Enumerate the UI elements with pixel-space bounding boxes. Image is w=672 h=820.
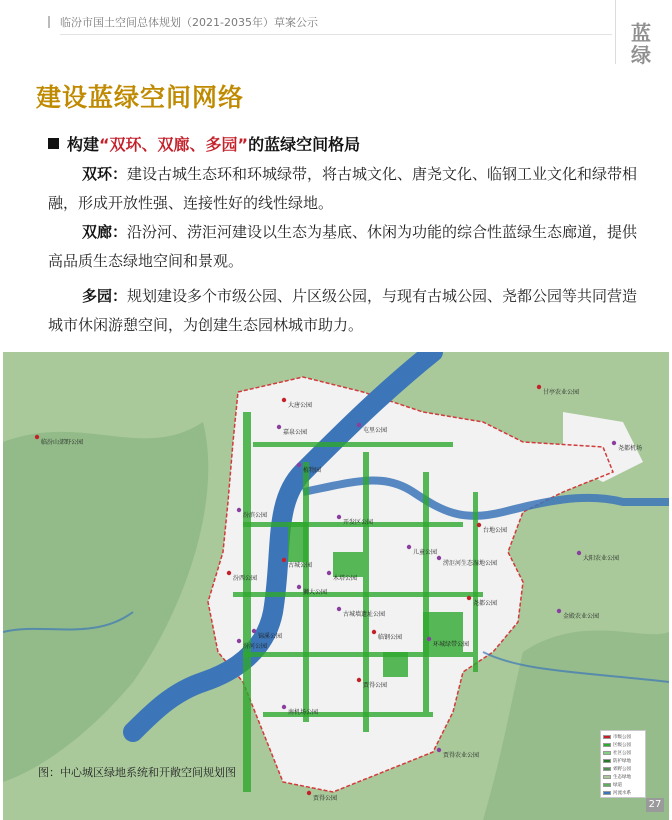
park-label: 涝洰河生态湿地公园 [443, 560, 498, 567]
legend-swatch [603, 791, 611, 795]
green-corridor [253, 442, 453, 447]
paragraph-double-corridor [48, 218, 638, 276]
park-marker-icon [35, 435, 39, 439]
green-corridor [288, 522, 308, 562]
bullet-square-icon [48, 138, 59, 149]
section-highlight: “双环、双廊、多园” [99, 135, 249, 154]
park-label: 环城绿带公园 [433, 641, 470, 648]
park-marker-icon [357, 423, 361, 427]
legend-item [603, 741, 643, 749]
green-space-plan-map [3, 352, 669, 820]
legend-item [603, 749, 643, 757]
park-marker-icon [407, 545, 411, 549]
legend-item [603, 773, 643, 781]
park-marker-icon [467, 596, 471, 600]
paragraph-double-ring [48, 160, 638, 218]
legend-item [603, 765, 643, 773]
map-canvas [3, 352, 669, 820]
park-marker-icon [477, 523, 481, 527]
park-label: 临汾山郊野公园 [41, 439, 84, 446]
park-marker-icon [437, 748, 441, 752]
legend-swatch [603, 775, 611, 779]
paragraph-text: 规划建设多个市级公园、片区级公园，与现有古城公园、尧都公园等共同营造城市休闲游憩空间，为创建生态园林城市助力。 [48, 287, 638, 334]
paragraph-term: 双廊： [82, 223, 128, 241]
park-marker-icon [282, 398, 286, 402]
park-label: 汾滨公园 [243, 512, 268, 519]
park-label: 台地公园 [483, 527, 508, 534]
legend-swatch [603, 735, 611, 739]
park-marker-icon [327, 571, 331, 575]
park-marker-icon [557, 609, 561, 613]
page-number: 27 [646, 798, 664, 812]
park-marker-icon [297, 585, 301, 589]
legend-label: 郊野公园 [613, 767, 631, 772]
park-marker-icon [427, 637, 431, 641]
park-label: 古城公园 [288, 562, 313, 569]
legend-swatch [603, 783, 611, 787]
chapter-tab: 蓝绿 [631, 21, 651, 67]
park-label: 临钢公园 [378, 634, 403, 641]
park-label: 金殿农业公园 [563, 613, 600, 620]
legend-item [603, 733, 643, 741]
paragraph-term: 多园： [82, 287, 128, 305]
park-label: 儿童公园 [413, 549, 438, 556]
green-corridor [233, 592, 483, 597]
paragraph-text: 沿汾河、涝洰河建设以生态为基底、休闲为功能的综合性蓝绿生态廊道，提供高品质生态绿地空间和景观。 [48, 223, 638, 270]
park-marker-icon [612, 441, 616, 445]
legend-label: 绿道 [613, 783, 622, 788]
legend-swatch [603, 743, 611, 747]
park-marker-icon [282, 558, 286, 562]
park-marker-icon [372, 630, 376, 634]
legend-label: 市级公园 [613, 735, 631, 740]
park-label: 汾河公园 [243, 643, 268, 650]
document-header: 临汾市国土空间总体规划（2021-2035年）草案公示 [60, 16, 318, 29]
park-marker-icon [437, 556, 441, 560]
legend-label: 社区公园 [613, 751, 631, 756]
park-marker-icon [307, 791, 311, 795]
park-label: 甘亭农业公园 [543, 389, 580, 396]
green-corridor [333, 552, 363, 577]
section-prefix: 构建 [67, 135, 100, 154]
park-label: 嘉泉公园 [283, 429, 308, 436]
paragraph-term: 双环： [82, 165, 128, 183]
green-corridor [473, 492, 478, 672]
legend-item [603, 789, 643, 797]
park-marker-icon [252, 629, 256, 633]
section-suffix: 的蓝绿空间格局 [248, 135, 361, 154]
legend-label: 防护绿地 [613, 759, 631, 764]
legend-label: 河流水系 [613, 791, 631, 796]
park-label: 狮大公园 [303, 589, 328, 596]
park-label: 贾得公园 [313, 795, 338, 802]
park-label: 古城墙遗址公园 [343, 611, 386, 618]
park-marker-icon [227, 571, 231, 575]
paragraph-multi-park [48, 282, 638, 340]
park-marker-icon [337, 607, 341, 611]
legend-swatch [603, 767, 611, 771]
park-marker-icon [577, 551, 581, 555]
green-corridor [243, 412, 251, 792]
park-label: 大唐公园 [288, 402, 313, 409]
paragraph-text: 建设古城生态环和环城绿带，将古城文化、唐尧文化、临钢工业文化和绿带相融，形成开放性强、连接性好的线性绿地。 [48, 165, 638, 212]
park-label: 尧都公园 [473, 600, 498, 607]
legend-swatch [603, 759, 611, 763]
park-marker-icon [282, 705, 286, 709]
green-corridor [383, 652, 408, 677]
park-label: 汾西公园 [233, 575, 258, 582]
park-label: 木塔公园 [333, 575, 358, 582]
header-divider [60, 34, 612, 35]
park-marker-icon [237, 639, 241, 643]
map-caption: 图：中心城区绿地系统和开敞空间规划图 [38, 766, 236, 779]
legend-label: 生态绿地 [613, 775, 631, 780]
park-label: 南机场公园 [288, 709, 319, 716]
park-label: 贾得公园 [363, 682, 388, 689]
park-marker-icon [297, 463, 301, 467]
park-marker-icon [277, 425, 281, 429]
legend-label: 区级公园 [613, 743, 631, 748]
section-heading [48, 132, 360, 155]
park-marker-icon [337, 515, 341, 519]
park-label: 植物园 [303, 467, 322, 474]
park-marker-icon [357, 678, 361, 682]
park-label: 开发区公园 [343, 519, 374, 526]
map-legend [600, 730, 646, 798]
park-label: 锦溪公园 [258, 633, 283, 640]
park-marker-icon [537, 385, 541, 389]
park-marker-icon [237, 508, 241, 512]
park-label: 屯里公园 [363, 427, 388, 434]
legend-item [603, 781, 643, 789]
park-label: 贾得农业公园 [443, 752, 480, 759]
green-corridor [243, 652, 473, 657]
side-divider [615, 0, 616, 64]
page-title: 建设蓝绿空间网络 [36, 83, 245, 112]
legend-swatch [603, 751, 611, 755]
park-label: 大阳农业公园 [583, 555, 620, 562]
legend-item [603, 757, 643, 765]
park-label: 尧都机场 [618, 445, 643, 452]
